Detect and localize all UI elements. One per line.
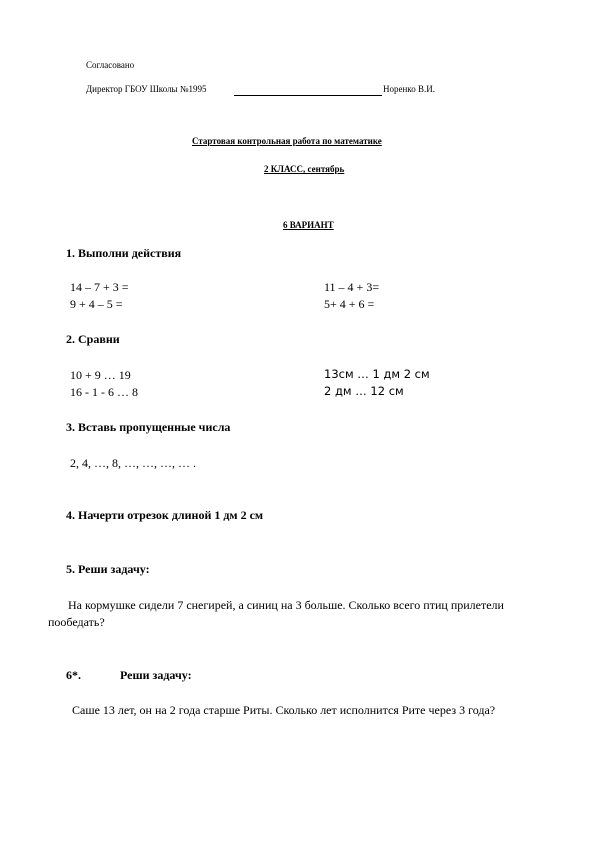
director-name: Норенко В.И.	[383, 84, 435, 94]
page-title: Стартовая контрольная работа по математике	[192, 136, 382, 146]
q1-expression: 11 – 4 + 3=	[324, 280, 380, 294]
question-4-label: 4. Начерти отрезок длиной 1 дм 2 см	[66, 508, 264, 522]
question-5-label: 5. Реши задачу:	[66, 562, 150, 576]
question-2-label: 2. Сравни	[66, 332, 120, 346]
grade-subtitle: 2 КЛАСС, сентябрь	[264, 164, 345, 174]
q2-comparison: 13см … 1 дм 2 см	[324, 367, 430, 381]
q1-expression: 5+ 4 + 6 =	[324, 297, 375, 311]
question-6-number: 6*.	[66, 668, 81, 682]
q1-expression: 14 – 7 + 3 =	[70, 280, 129, 294]
q1-expression: 9 + 4 – 5 =	[70, 297, 123, 311]
director-label: Директор ГБОУ Школы №1995	[86, 84, 207, 94]
question-1-label: 1. Выполни действия	[66, 246, 182, 260]
q2-comparison: 10 + 9 … 19	[70, 368, 131, 382]
q5-problem-text: На кормушке сидели 7 снегирей, а синиц на 3 больше. Сколько всего птиц прилетели пообедать?	[48, 598, 504, 629]
signature-line	[234, 95, 382, 96]
q2-comparison: 16 - 1 - 6 … 8	[70, 385, 138, 399]
q6-problem-text: Саше 13 лет, он на 2 года старше Риты. Сколько лет исполнится Рите через 3 года?	[72, 703, 496, 717]
approval-label: Согласовано	[86, 60, 135, 70]
q3-sequence: 2, 4, …, 8, …, …, …, … .	[70, 456, 196, 470]
variant-heading: 6 ВАРИАНТ	[283, 220, 334, 230]
question-3-label: 3. Вставь пропущенные числа	[66, 420, 231, 434]
question-6-label: Реши задачу:	[120, 668, 192, 682]
q2-comparison: 2 дм … 12 см	[324, 384, 404, 398]
